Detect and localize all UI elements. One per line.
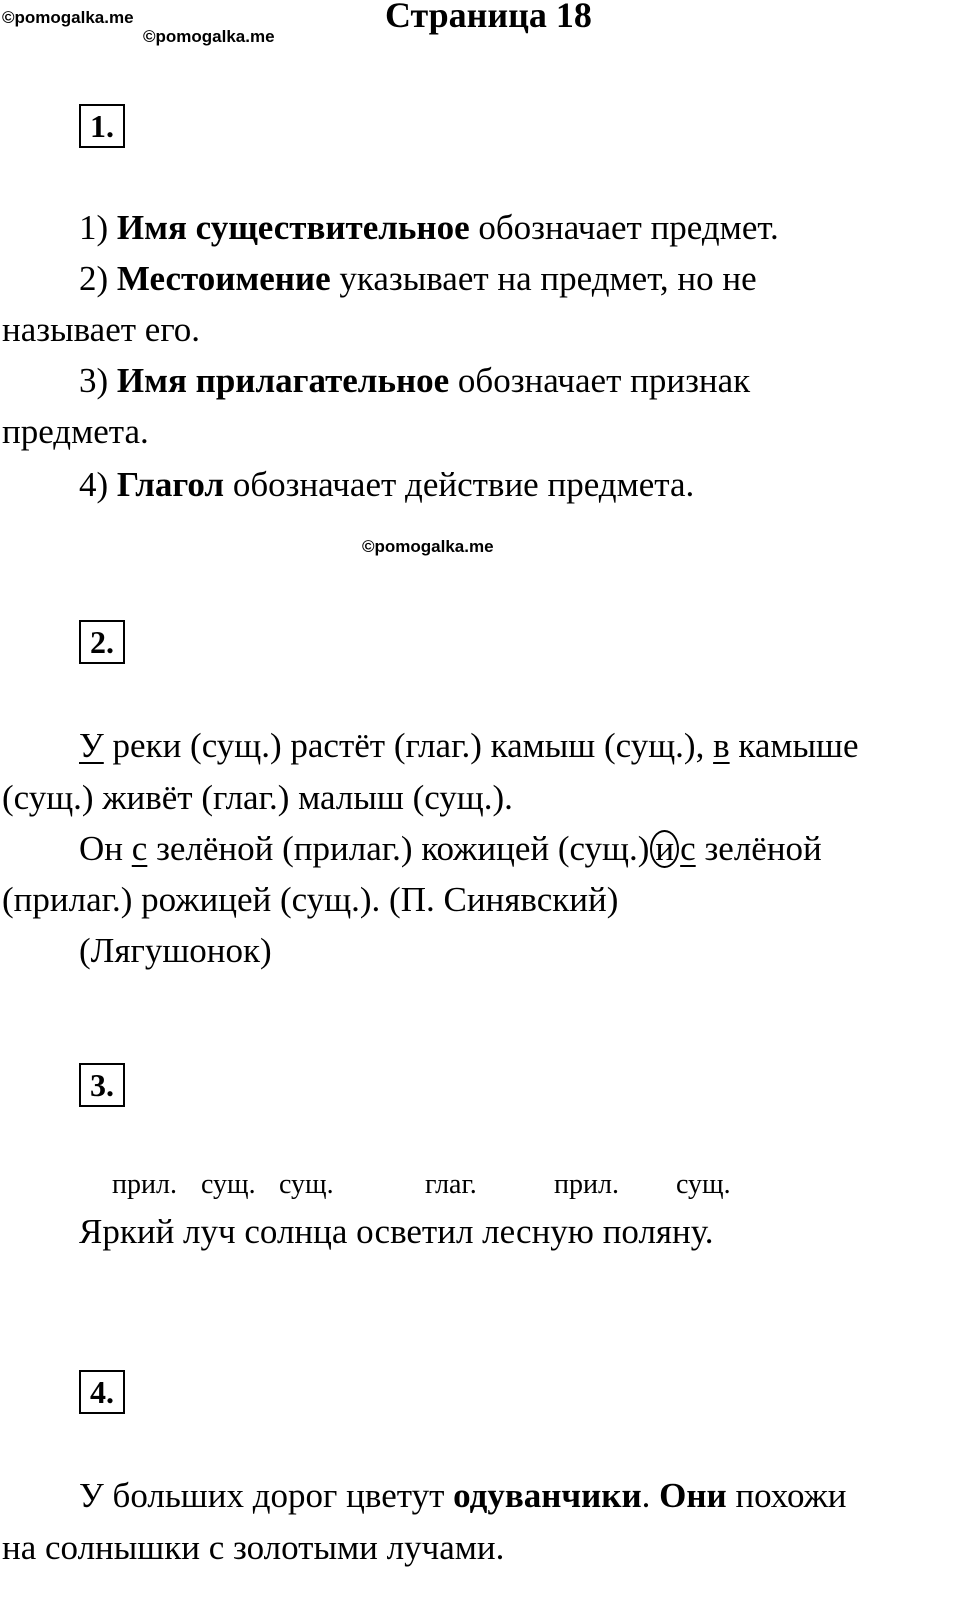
watermark: ©pomogalka.me <box>362 537 494 556</box>
task-1-item-3: 3) Имя прилагательное обозначает признак <box>79 361 751 400</box>
task-2-line-2: (сущ.) живёт (глаг.) малыш (сущ.). <box>2 778 513 817</box>
task-4-line-1: У больших дорог цветут одуванчики. Они похожи <box>79 1476 847 1515</box>
task-4-number: 4. <box>79 1370 125 1414</box>
task-3-number: 3. <box>79 1063 125 1107</box>
word-label: прил. <box>554 1169 619 1200</box>
task-2-line-1: У реки (сущ.) растёт (глаг.) камыш (сущ.), в камыше <box>79 726 859 765</box>
task-1-item-4: 4) Глагол обозначает действие предмета. <box>79 465 695 504</box>
watermark: ©pomogalka.me <box>143 27 275 46</box>
task-2-line-3: Он с зелёной (прилаг.) кожицей (сущ.) и с зелёной <box>79 829 822 868</box>
task-1-item-2-continued: называет его. <box>2 310 201 349</box>
task-1-item-1: 1) Имя существительное обозначает предмет. <box>79 208 779 247</box>
word-label: сущ. <box>201 1169 256 1200</box>
task-4-line-2: на солнышки с золотыми лучами. <box>2 1528 505 1567</box>
word-label: сущ. <box>676 1169 731 1200</box>
task-3-sentence: Яркий луч солнца осветил лесную поляну. <box>79 1212 714 1251</box>
task-2-line-5: (Лягушонок) <box>79 931 272 970</box>
task-2-number: 2. <box>79 620 125 664</box>
task-2-line-4: (прилаг.) рожицей (сущ.). (П. Синявский) <box>2 880 619 919</box>
watermark: ©pomogalka.me <box>2 8 134 27</box>
word-label: прил. <box>112 1169 177 1200</box>
task-1-item-2: 2) Местоимение указывает на предмет, но не <box>79 259 757 298</box>
circled-conjunction: и <box>650 830 679 868</box>
word-label: глаг. <box>425 1169 477 1200</box>
word-label: сущ. <box>279 1169 334 1200</box>
task-1-item-3-continued: предмета. <box>2 412 149 451</box>
page-title: Страница 18 <box>385 0 592 35</box>
task-1-number: 1. <box>79 104 125 148</box>
